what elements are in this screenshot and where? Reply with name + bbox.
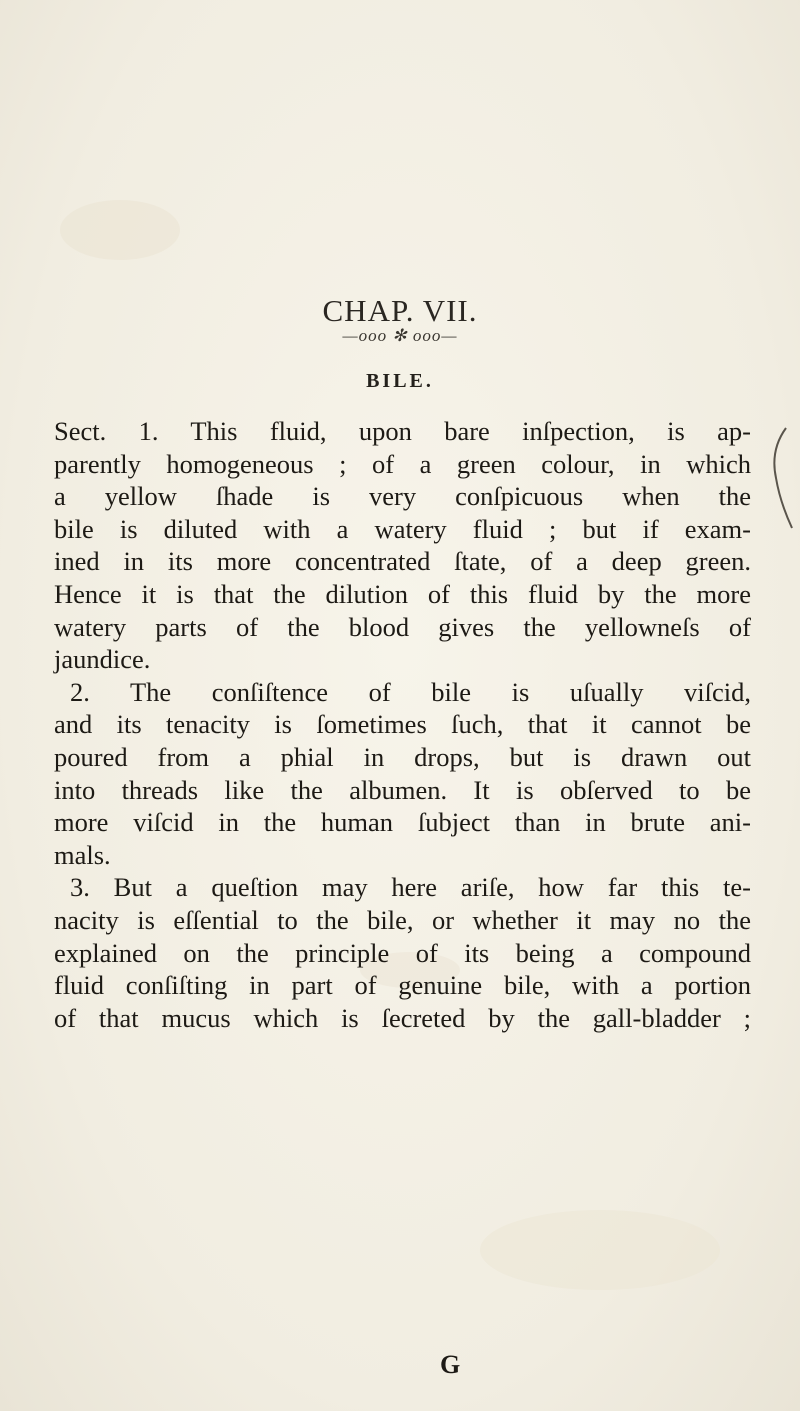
text-line: and its tenacity is ſometimes ſuch, that it cannot be	[54, 709, 751, 740]
text-line: 3. But a queſtion may here ariſe, how far this te-	[70, 872, 751, 903]
text-line: Hence it is that the dilution of this fluid by the more	[54, 578, 751, 609]
text-line: of that mucus which is ſecreted by the gall-bladder ;	[54, 1002, 751, 1033]
text-line: bile is diluted with a watery fluid ; but if exam-	[54, 513, 751, 544]
chapter-subject: BILE.	[366, 370, 434, 392]
ornament-divider: —ooo ✻ ooo—	[342, 326, 458, 345]
text-line: nacity is eſſential to the bile, or whether it may no the	[54, 904, 751, 935]
text-line: parently homogeneous ; of a green colour, in which	[54, 448, 751, 479]
text-line: explained on the principle of its being a compound	[54, 937, 751, 968]
text-line: 2. The conſiſtence of bile is uſually viſcid,	[70, 676, 751, 707]
text-line: fluid conſiſting in part of genuine bile, with a portion	[54, 970, 751, 1001]
catchword: G	[440, 1350, 461, 1379]
text-line: watery parts of the blood gives the yellowneſs of	[54, 611, 751, 642]
text-line: a yellow ſhade is very conſpicuous when the	[54, 481, 751, 512]
text-line: more viſcid in the human ſubject than in brute ani-	[54, 807, 751, 838]
margin-bracket-mark	[756, 410, 796, 540]
text-line: poured from a phial in drops, but is drawn out	[54, 741, 751, 772]
text-line: into threads like the albumen. It is obſerved to be	[54, 774, 751, 805]
text-line: mals.	[54, 839, 111, 870]
text-line: Sect. 1. This fluid, upon bare inſpection, is ap-	[54, 416, 751, 446]
text-line: ined in its more concentrated ſtate, of a deep green.	[54, 546, 751, 577]
body-text	[54, 415, 751, 1034]
chapter-heading: CHAP. VII.	[322, 293, 478, 328]
text-line: jaundice.	[54, 644, 151, 675]
